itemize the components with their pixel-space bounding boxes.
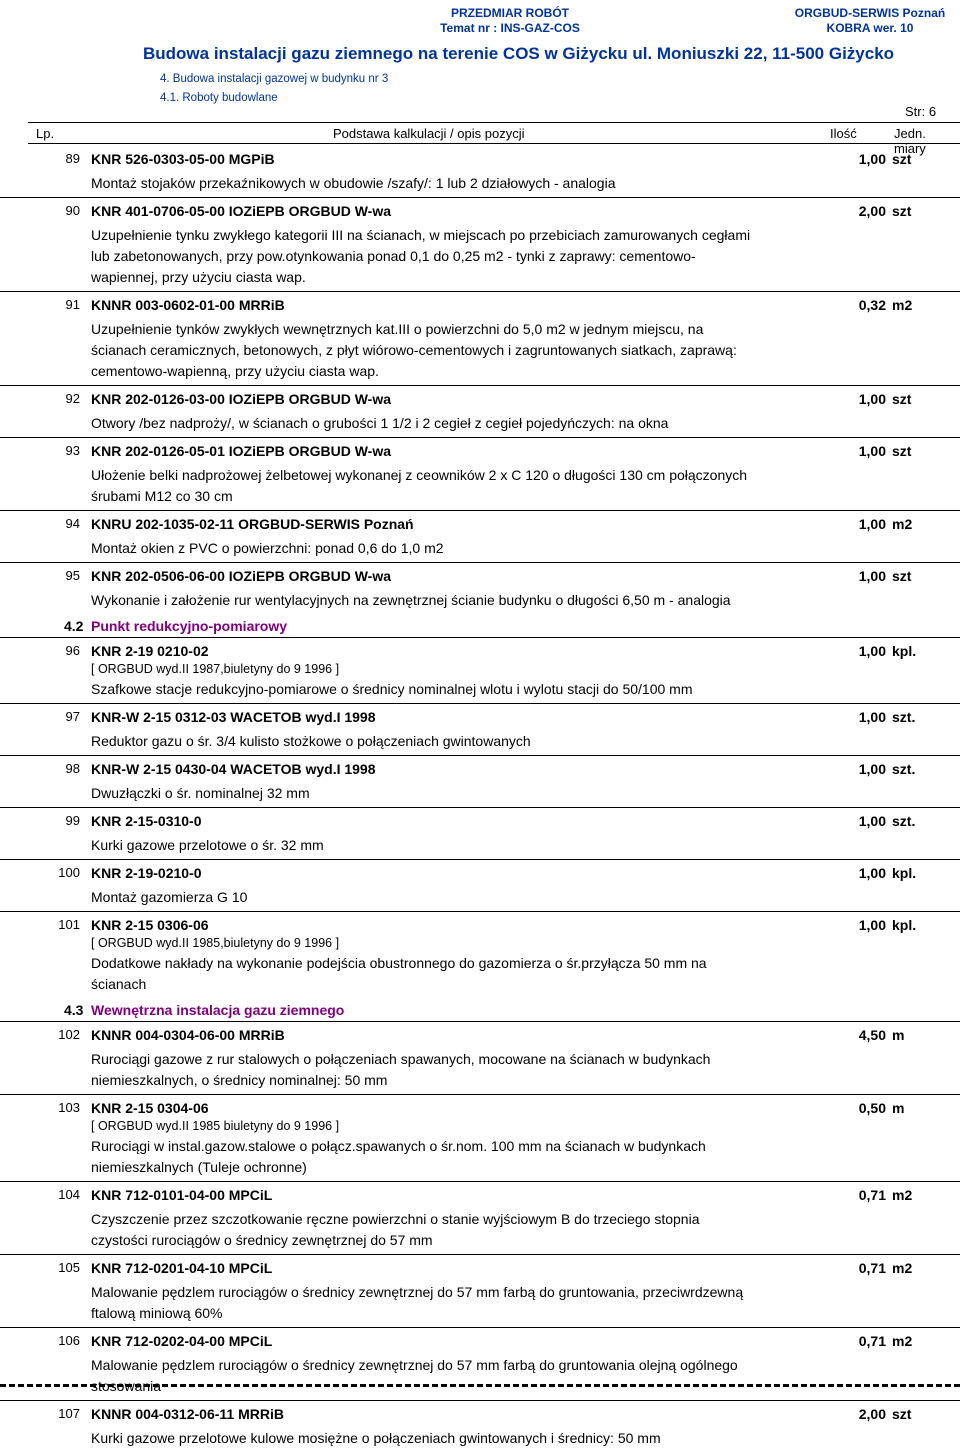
unit-of-measure: m2 <box>892 1260 913 1276</box>
row-header-line <box>0 1255 960 1280</box>
calculation-basis: KNR 2-19-0210-0 <box>91 865 202 881</box>
quantity: 1,00 <box>858 917 886 933</box>
unit-of-measure: szt. <box>892 813 916 829</box>
unit-of-measure: m2 <box>892 297 913 313</box>
row-header-line <box>0 638 960 663</box>
quantity: 0,71 <box>858 1187 886 1203</box>
document-type: PRZEDMIAR ROBÓT <box>451 6 569 20</box>
row-number: 104 <box>58 1187 80 1202</box>
calculation-basis: KNRU 202-1035-02-11 ORGBUD-SERWIS Poznań <box>91 516 414 532</box>
quantity: 2,00 <box>858 1406 886 1422</box>
item-description: Ułożenie belki nadprożowej żelbetowej wykonanej z ceowników 2 x C 120 o długości 130 cm połączonych śrubami M12 co 30 cm <box>91 467 748 504</box>
quantity: 1,00 <box>858 516 886 532</box>
calculation-basis: KNNR 003-0602-01-00 MRRiB <box>91 297 285 313</box>
item-description: Rurociągi w instal.gazow.stalowe o połącz.spawanych o śr.nom. 100 mm na ścianach w budynkach niemieszkalnych (Tuleje ochronne) <box>91 1138 706 1175</box>
unit-of-measure: szt <box>892 151 912 167</box>
row-number: 91 <box>65 297 80 312</box>
table-row <box>0 1254 960 1327</box>
row-header-line <box>0 386 960 411</box>
table-row <box>0 755 960 807</box>
table-row <box>0 562 960 614</box>
item-description: Wykonanie i założenie rur wentylacyjnych na zewnętrznej ścianie budynku o długości 6,50 m - analogia <box>91 592 731 608</box>
section-number: 4.3 <box>64 1002 84 1018</box>
item-description: Montaż gazomierza G 10 <box>91 889 248 905</box>
unit-of-measure: kpl. <box>892 917 917 933</box>
unit-of-measure: m <box>892 1027 905 1043</box>
table-row <box>0 385 960 437</box>
calculation-basis: KNR 712-0202-04-00 MPCiL <box>91 1333 273 1349</box>
quantity: 1,00 <box>858 709 886 725</box>
column-header-row <box>28 122 960 156</box>
calculation-basis: KNR 202-0506-06-00 IOZiEPB ORGBUD W-wa <box>91 568 392 584</box>
calculation-basis: KNR 2-15 0306-06 <box>91 917 209 933</box>
item-description: Uzupełnienie tynków zwykłych wewnętrznych kat.III o powierzchni do 5,0 m2 w jednym miejscu, na ścianach ceramicznych, betonowych, z płyt wiórowo-cementowych i zagruntowanych siatkach, zaprawą: cementowo-wapienną, przy użyciu ciasta wap. <box>91 321 737 379</box>
table-row <box>0 807 960 859</box>
table-row <box>0 197 960 291</box>
unit-of-measure: m <box>892 1100 905 1116</box>
calculation-basis: KNR 712-0101-04-00 MPCiL <box>91 1187 273 1203</box>
table-row <box>0 510 960 562</box>
quantity: 1,00 <box>858 391 886 407</box>
row-header-line <box>0 808 960 833</box>
table-row <box>0 1094 960 1181</box>
row-number: 94 <box>65 516 80 531</box>
row-number: 100 <box>58 865 80 880</box>
column-header-lp: Lp. <box>36 126 55 141</box>
row-number: 106 <box>58 1333 80 1348</box>
unit-of-measure: m2 <box>892 1187 913 1203</box>
quantity: 1,00 <box>858 643 886 659</box>
unit-of-measure: kpl. <box>892 865 917 881</box>
quantity: 1,00 <box>858 813 886 829</box>
calculation-basis: KNNR 004-0312-06-11 MRRiB <box>91 1406 284 1422</box>
item-description: Reduktor gazu o śr. 3/4 kulisto stożkowe o połączeniach gwintowanych <box>91 733 531 749</box>
calculation-basis: KNR 202-0126-03-00 IOZiEPB ORGBUD W-wa <box>91 391 392 407</box>
row-header-line <box>0 198 960 223</box>
item-description: Montaż stojaków przekaźnikowych w obudowie /szafy/: 1 lub 2 działowych - analogia <box>91 175 616 191</box>
unit-of-measure: szt <box>892 443 912 459</box>
cost-items-list <box>0 146 960 1452</box>
unit-of-measure: szt <box>892 1406 912 1422</box>
calculation-basis: KNR 202-0126-05-01 IOZiEPB ORGBUD W-wa <box>91 443 392 459</box>
project-title: Budowa instalacji gazu ziemnego na terenie COS w Giżycku ul. Moniuszki 22, 11-500 Giżycko <box>143 44 895 63</box>
quantity: 1,00 <box>858 761 886 777</box>
item-description: Dodatkowe nakłady na wykonanie podejścia obustronnego do gazomierza o śr.przyłącza 50 mm na ścianach <box>91 955 707 992</box>
table-row <box>0 859 960 911</box>
unit-of-measure: szt. <box>892 709 916 725</box>
row-header-line <box>0 1401 960 1426</box>
row-header-line <box>0 1022 960 1047</box>
unit-of-measure: szt <box>892 391 912 407</box>
quantity: 0,71 <box>858 1333 886 1349</box>
page-number: Str: 6 <box>905 104 937 119</box>
table-row <box>0 1021 960 1094</box>
calculation-basis: KNNR 004-0304-06-00 MRRiB <box>91 1027 285 1043</box>
section-title: Punkt redukcyjno-pomiarowy <box>91 618 288 634</box>
table-row <box>0 437 960 510</box>
software-header <box>790 6 950 36</box>
row-number: 105 <box>58 1260 80 1275</box>
calculation-basis: KNR-W 2-15 0430-04 WACETOB wyd.I 1998 <box>91 761 376 777</box>
calculation-basis: KNR 712-0201-04-10 MPCiL <box>91 1260 273 1276</box>
row-number: 93 <box>65 443 80 458</box>
row-number: 90 <box>65 203 80 218</box>
row-number: 98 <box>65 761 80 776</box>
quantity: 0,50 <box>858 1100 886 1116</box>
calculation-basis: KNR-W 2-15 0312-03 WACETOB wyd.I 1998 <box>91 709 376 725</box>
unit-of-measure: szt <box>892 568 912 584</box>
quantity: 1,00 <box>858 568 886 584</box>
calculation-basis: KNR 526-0303-05-00 MGPiB <box>91 151 275 167</box>
row-header-line <box>0 146 960 171</box>
quantity: 1,00 <box>858 151 886 167</box>
row-number: 99 <box>65 813 80 828</box>
table-row <box>0 1181 960 1254</box>
section-heading <box>0 614 960 637</box>
column-header-qty: Ilość <box>830 126 857 141</box>
row-number: 92 <box>65 391 80 406</box>
row-header-line <box>0 1182 960 1207</box>
calculation-basis: KNR 2-15-0310-0 <box>91 813 202 829</box>
quantity: 2,00 <box>858 203 886 219</box>
row-header-line <box>0 511 960 536</box>
breadcrumb-level-2: 4.1. Roboty budowlane <box>160 92 278 104</box>
row-header-line <box>0 912 960 937</box>
row-header-line <box>0 860 960 885</box>
item-description: Rurociągi gazowe z rur stalowych o połączeniach spawanych, mocowane na ścianach w budynkach niemieszkalnych, o średnicy nominalnej: 50 mm <box>91 1051 711 1088</box>
software-version: KOBRA wer. 10 <box>826 21 914 35</box>
breadcrumb-level-1: 4. Budowa instalacji gazowej w budynku nr 3 <box>160 73 389 85</box>
quantity: 0,32 <box>858 297 886 313</box>
catalog-note: [ ORGBUD wyd.II 1987,biuletyny do 9 1996 ] <box>91 662 340 676</box>
table-row <box>0 1400 960 1452</box>
item-description: Szafkowe stacje redukcyjno-pomiarowe o średnicy nominalnej wlotu i wylotu stacji do 50/100 mm <box>91 681 693 697</box>
row-header-line <box>0 704 960 729</box>
calculation-basis: KNR 2-15 0304-06 <box>91 1100 209 1116</box>
row-number: 97 <box>65 709 80 724</box>
section-number: 4.2 <box>64 618 84 634</box>
catalog-note: [ ORGBUD wyd.II 1985 biuletyny do 9 1996 ] <box>91 1119 340 1133</box>
row-number: 107 <box>58 1406 80 1421</box>
table-row <box>0 1327 960 1400</box>
quantity: 0,71 <box>858 1260 886 1276</box>
row-header-line <box>0 756 960 781</box>
item-description: Otwory /bez nadproży/, w ścianach o grubości 1 1/2 i 2 cegieł z cegieł pojedyńczych: na okna <box>91 415 669 431</box>
calculation-basis: KNR 401-0706-05-00 IOZiEPB ORGBUD W-wa <box>91 203 392 219</box>
item-description: Dwuzłączki o śr. nominalnej 32 mm <box>91 785 310 801</box>
column-header-unit: Jedn. miary <box>894 126 926 156</box>
item-description: Kurki gazowe przelotowe o śr. 32 mm <box>91 837 324 853</box>
row-header-line <box>0 438 960 463</box>
item-description: Uzupełnienie tynku zwykłego kategorii III na ścianach, w miejscach po przebiciach zamurowanych cegłami lub zabetonowanych, przy pow.otynkowania ponad 0,1 do 0,25 m2 - tynki z zaprawy: cementowo-wapiennej, przy użyciu ciasta wap. <box>91 227 751 285</box>
row-number: 102 <box>58 1027 80 1042</box>
table-row <box>0 703 960 755</box>
table-row <box>0 911 960 998</box>
page-cut-divider <box>0 1384 960 1388</box>
row-number: 96 <box>65 643 80 658</box>
table-row <box>0 637 960 703</box>
document-type-header <box>380 6 640 36</box>
unit-of-measure: szt <box>892 203 912 219</box>
row-number: 103 <box>58 1100 80 1115</box>
unit-of-measure: m2 <box>892 1333 913 1349</box>
unit-of-measure: m2 <box>892 516 913 532</box>
company-name: ORGBUD-SERWIS Poznań <box>794 6 946 20</box>
column-header-basis: Podstawa kalkulacji / opis pozycji <box>333 126 525 141</box>
row-number: 95 <box>65 568 80 583</box>
subject-number: Temat nr : INS-GAZ-COS <box>440 21 580 35</box>
row-header-line <box>0 563 960 588</box>
row-header-line <box>0 292 960 317</box>
item-description: Malowanie pędzlem rurociągów o średnicy zewnętrznej do 57 mm farbą do gruntowania, przeciwrdzewną ftalową miniową 60% <box>91 1284 744 1321</box>
table-row <box>0 291 960 385</box>
unit-of-measure: kpl. <box>892 643 917 659</box>
item-description: Czyszczenie przez szczotkowanie ręczne powierzchni o stanie wyjściowym B do trzeciego stopnia czystości rurociągów o średnicy zewnętrznej do 57 mm <box>91 1211 700 1248</box>
quantity: 1,00 <box>858 865 886 881</box>
quantity: 1,00 <box>858 443 886 459</box>
item-description: Malowanie pędzlem rurociągów o średnicy zewnętrznej do 57 mm farbą do gruntowania olejną ogólnego stosowania <box>91 1357 738 1394</box>
catalog-note: [ ORGBUD wyd.II 1985,biuletyny do 9 1996 ] <box>91 936 340 950</box>
section-heading <box>0 998 960 1021</box>
item-description: Kurki gazowe przelotowe kulowe mosiężne o połączeniach gwintowanych i średnicy: 50 mm <box>91 1430 661 1446</box>
row-header-line <box>0 1095 960 1120</box>
item-description: Montaż okien z PVC o powierzchni: ponad 0,6 do 1,0 m2 <box>91 540 444 556</box>
section-title: Wewnętrzna instalacja gazu ziemnego <box>91 1002 345 1018</box>
row-number: 89 <box>65 151 80 166</box>
unit-of-measure: szt. <box>892 761 916 777</box>
calculation-basis: KNR 2-19 0210-02 <box>91 643 209 659</box>
row-number: 101 <box>58 917 80 932</box>
table-row <box>0 146 960 197</box>
quantity: 4,50 <box>858 1027 886 1043</box>
row-header-line <box>0 1328 960 1353</box>
